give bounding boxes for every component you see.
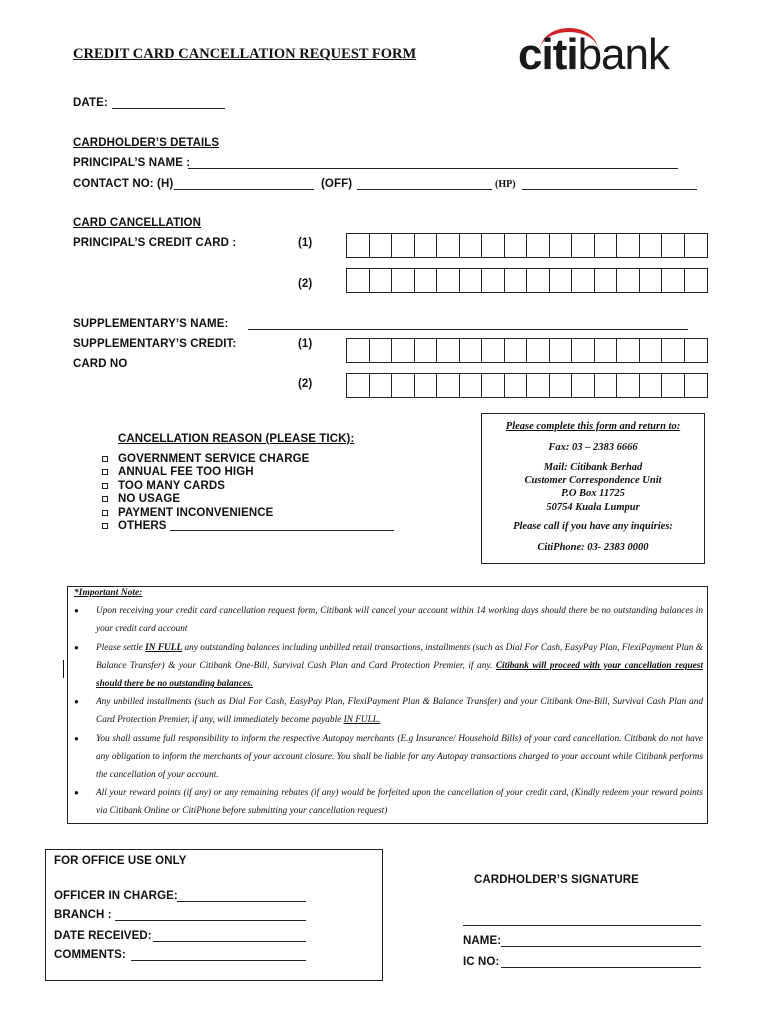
contact-office-field[interactable]	[357, 189, 492, 190]
reason-item[interactable]: GOVERNMENT SERVICE CHARGE	[102, 452, 309, 466]
signature-ic-field[interactable]	[501, 967, 701, 968]
date-field[interactable]	[112, 108, 225, 109]
text-cursor-icon	[63, 660, 64, 678]
branch-label: BRANCH :	[54, 909, 112, 921]
mail-line-4: 50754 Kuala Lumpur	[546, 502, 640, 513]
bullet-icon: ●	[74, 697, 79, 706]
note-item-4: You shall assume full responsibility to inform the respective Autopay merchants (E.g Insurance/ Household Bills) of your card cancellation. Citibank do not have any obligation to inform the merchants of your account closure. You shall be liable for any Autopay transactions charged to your account while Citibank performs the cancellation of your account.	[96, 734, 703, 780]
card-cancellation-title: CARD CANCELLATION	[73, 217, 201, 229]
officer-in-charge-label: OFFICER IN CHARGE:	[54, 890, 178, 902]
citiphone-number: CitiPhone: 03- 2383 0000	[537, 542, 649, 553]
date-received-label: DATE RECEIVED:	[54, 930, 152, 942]
supplementary-card-2-digits[interactable]	[346, 373, 708, 398]
checkbox-icon[interactable]	[102, 483, 108, 489]
supplementary-card-1-label: (1)	[298, 338, 313, 350]
date-label: DATE:	[73, 97, 108, 109]
note-item-3: Any unbilled installments (such as Dial For Cash, EasyPay Plan, FlexiPayment Plan & Balance Transfer) and your Citibank One-Bill, Survival Cash Plan and Card Protection Premier, if any, will immediately become payable IN FULL.	[96, 697, 703, 725]
signature-ic-label: IC NO:	[463, 956, 500, 968]
checkbox-icon[interactable]	[102, 469, 108, 475]
bullet-icon: ●	[74, 606, 79, 615]
principal-card-2-digits[interactable]	[346, 268, 708, 293]
principal-card-2-label: (2)	[298, 278, 313, 290]
citibank-logo	[518, 30, 693, 82]
reason-item[interactable]: TOO MANY CARDS	[102, 479, 309, 493]
cancellation-reason-title: CANCELLATION REASON (PLEASE TICK):	[118, 433, 355, 445]
checkbox-icon[interactable]	[102, 523, 108, 529]
comments-label: COMMENTS:	[54, 949, 126, 961]
logo-text-citi: citi	[518, 30, 578, 79]
bullet-icon: ●	[74, 734, 79, 743]
signature-field[interactable]	[463, 925, 701, 926]
office-use-title: FOR OFFICE USE ONLY	[54, 855, 187, 867]
date-received-field[interactable]	[153, 941, 306, 942]
contact-home-label: CONTACT NO: (H)	[73, 178, 174, 190]
branch-field[interactable]	[115, 920, 306, 921]
note-item-1: Upon receiving your credit card cancellation request form, Citibank will cancel your account within 14 working days should there be no outstanding balances in your credit card account	[96, 606, 703, 634]
supplementary-name-label: SUPPLEMENTARY’S NAME:	[73, 318, 229, 330]
checkbox-icon[interactable]	[102, 456, 108, 462]
principal-card-label: PRINCIPAL’S CREDIT CARD :	[73, 237, 237, 249]
mail-line-2: Customer Correspondence Unit	[524, 475, 662, 486]
inquiries-text: Please call if you have any inquiries:	[513, 521, 673, 532]
return-heading: Please complete this form and return to:	[505, 421, 681, 432]
logo-text-bank: bank	[577, 30, 669, 79]
comments-field[interactable]	[131, 960, 306, 961]
signature-name-label: NAME:	[463, 935, 502, 947]
contact-hp-label: (HP)	[495, 179, 516, 190]
signature-name-field[interactable]	[501, 946, 701, 947]
supplementary-credit-label: SUPPLEMENTARY’S CREDIT:	[73, 338, 237, 350]
card-no-label: CARD NO	[73, 358, 128, 370]
cardholder-section-title: CARDHOLDER’S DETAILS	[73, 137, 220, 149]
important-note-title: *Important Note:	[74, 588, 143, 598]
contact-home-field[interactable]	[174, 189, 314, 190]
supplementary-name-field[interactable]	[248, 329, 688, 330]
form-title: CREDIT CARD CANCELLATION REQUEST FORM	[73, 46, 417, 62]
bullet-icon: ●	[74, 643, 79, 652]
cancellation-reason-list	[102, 452, 309, 533]
reason-item[interactable]: PAYMENT INCONVENIENCE	[102, 506, 309, 520]
reason-item[interactable]: OTHERS	[102, 520, 309, 534]
reason-item[interactable]: ANNUAL FEE TOO HIGH	[102, 466, 309, 480]
contact-hp-field[interactable]	[522, 189, 697, 190]
others-reason-field[interactable]	[170, 530, 394, 531]
note-item-5: All your reward points (if any) or any remaining rebates (if any) would be forfeited upon the cancellation of your credit card, (Kindly redeem your reward points via Citibank Online or CitiPhone before submitting your cancellation request)	[96, 788, 703, 816]
checkbox-icon[interactable]	[102, 510, 108, 516]
cardholder-signature-title: CARDHOLDER’S SIGNATURE	[474, 874, 639, 886]
fax-number: Fax: 03 – 2383 6666	[548, 442, 638, 453]
principal-card-1-digits[interactable]	[346, 233, 708, 258]
principal-name-label: PRINCIPAL’S NAME :	[73, 157, 191, 169]
reason-item[interactable]: NO USAGE	[102, 493, 309, 507]
note-item-2: Please settle IN FULL any outstanding balances including unbilled retail transactions, installments (such as Dial For Cash, EasyPay Plan, FlexiPayment Plan & Balance Transfer) & your Citibank One-Bill, Survival Cash Plan and Card Protection Premier, if any. Citibank will proceed with your cancellation request should there be no outstanding balances.	[96, 643, 703, 689]
bullet-icon: ●	[74, 788, 79, 797]
mail-line-1: Mail: Citibank Berhad	[543, 462, 643, 473]
supplementary-card-1-digits[interactable]	[346, 338, 708, 363]
officer-in-charge-field[interactable]	[177, 901, 306, 902]
important-note-box	[67, 586, 708, 824]
mail-line-3: P.O Box 11725	[561, 488, 625, 499]
checkbox-icon[interactable]	[102, 496, 108, 502]
return-instructions-box	[481, 413, 705, 564]
supplementary-card-2-label: (2)	[298, 378, 313, 390]
contact-office-label: (OFF)	[321, 178, 353, 190]
principal-name-field[interactable]	[188, 168, 678, 169]
principal-card-1-label: (1)	[298, 237, 313, 249]
